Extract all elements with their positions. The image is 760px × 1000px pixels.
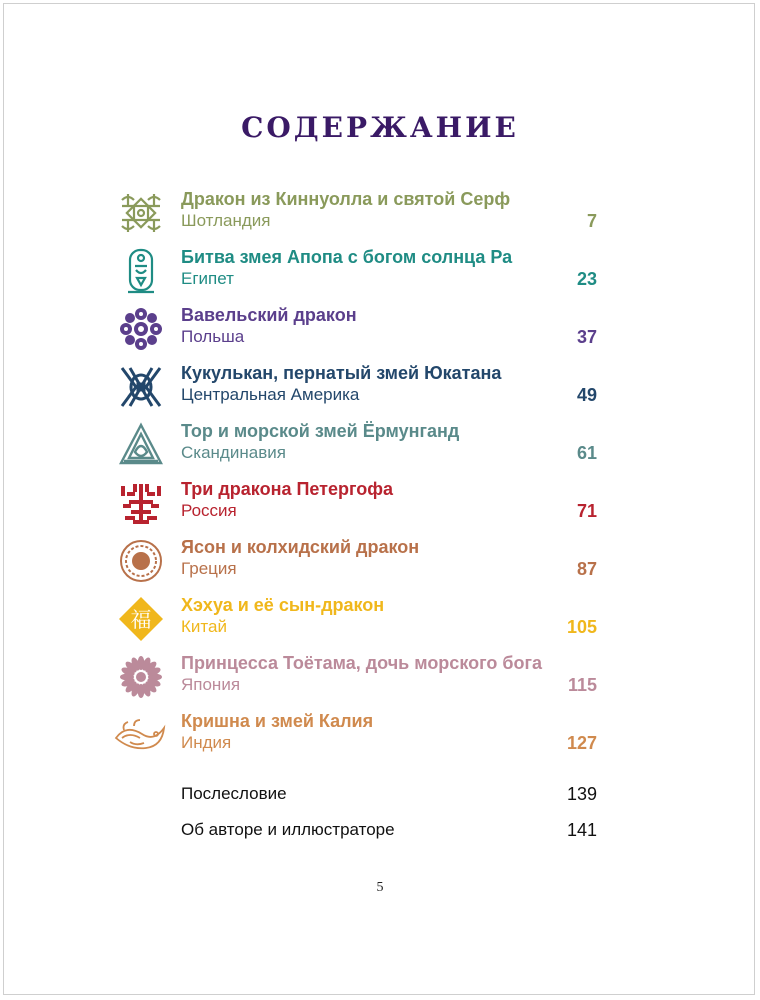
entry-region: Центральная Америка (181, 385, 360, 404)
entry-page-number: 105 (566, 617, 597, 637)
entry-region: Китай (181, 617, 227, 636)
toc-entry-india[interactable] (0, 710, 760, 768)
floral-ornament-icon (118, 306, 164, 352)
entry-page-number: 7 (586, 211, 597, 231)
entry-region: Египет (181, 269, 234, 288)
entry-page-number: 61 (576, 443, 597, 463)
triquetra-icon (118, 422, 164, 468)
entry-page-number: 127 (566, 733, 597, 753)
entry-title: Тор и морской змей Ёрмунганд (181, 421, 460, 441)
toc-entry-central-america[interactable] (0, 362, 760, 420)
entry-region: Россия (181, 501, 237, 520)
mayan-pattern-icon (118, 364, 164, 410)
entry-title: Об авторе и иллюстраторе (181, 820, 395, 839)
entry-region: Греция (181, 559, 237, 578)
entry-title: Дракон из Киннуолла и святой Серф (181, 189, 511, 209)
fu-diamond-icon (118, 596, 164, 642)
entry-title: Вавельский дракон (181, 305, 357, 325)
entry-title: Ясон и колхидский дракон (181, 537, 420, 557)
entry-title: Битва змея Апопа с богом солнца Ра (181, 247, 513, 267)
toc-entry-scotland[interactable] (0, 188, 760, 246)
toc-entry-poland[interactable] (0, 304, 760, 362)
toc-entry-russia[interactable] (0, 478, 760, 536)
embroidery-tree-icon (118, 480, 164, 526)
fu-glyph: 福 (130, 608, 152, 632)
toc-entry-japan[interactable] (0, 652, 760, 710)
sun-medallion-icon (118, 538, 164, 584)
entry-page-number: 71 (576, 501, 597, 521)
entry-page-number: 141 (566, 820, 597, 840)
entry-title: Кришна и змей Калия (181, 711, 374, 731)
entry-page-number: 87 (576, 559, 597, 579)
toc-entry-about-authors[interactable] (0, 819, 760, 843)
entry-page-number: 23 (576, 269, 597, 289)
page-number: 5 (376, 880, 384, 895)
entry-region: Япония (181, 675, 241, 694)
paisley-fish-icon (112, 712, 168, 758)
cartouche-icon (118, 248, 164, 294)
entry-title: Принцесса Тоётама, дочь морского бога (181, 653, 542, 673)
entry-page-number: 115 (567, 675, 597, 695)
entry-page-number: 37 (576, 327, 597, 347)
entry-title: Послесловие (181, 784, 287, 803)
entry-title: Хэхуа и её сын-дракон (181, 595, 385, 615)
entry-region: Польша (181, 327, 245, 346)
toc-entry-egypt[interactable] (0, 246, 760, 304)
toc-entry-afterword[interactable] (0, 783, 760, 807)
toc-entry-china[interactable] (0, 594, 760, 652)
celtic-knot-icon (118, 190, 164, 236)
entry-page-number: 49 (576, 385, 597, 405)
toc-entry-scandinavia[interactable] (0, 420, 760, 478)
toc-entry-greece[interactable] (0, 536, 760, 594)
entry-region: Скандинавия (181, 443, 286, 462)
page-title: содержание (241, 100, 519, 147)
entry-region: Индия (181, 733, 232, 752)
entry-title: Кукулькан, пернатый змей Юкатана (181, 363, 502, 383)
entry-region: Шотландия (181, 211, 271, 230)
entry-page-number: 139 (566, 784, 597, 804)
chrysanthemum-icon (118, 654, 164, 700)
entry-title: Три дракона Петергофа (181, 479, 394, 499)
